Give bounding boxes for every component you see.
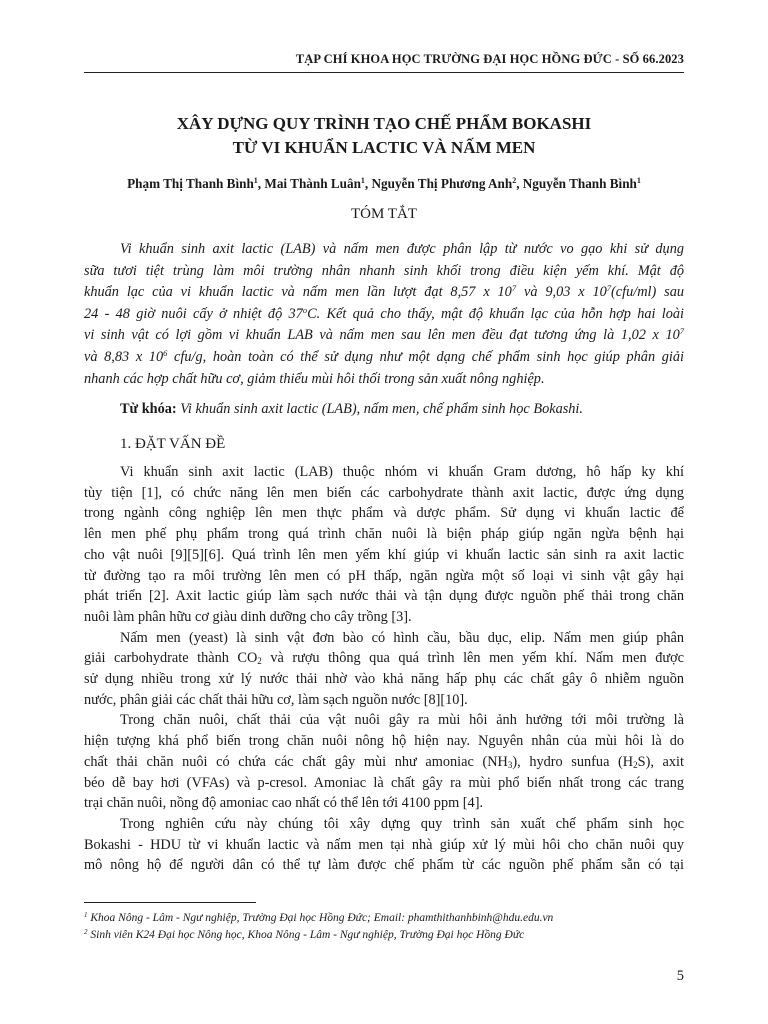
keywords	[84, 401, 684, 418]
keywords-label: Từ khóa:	[120, 401, 177, 417]
abstract-heading: TÓM TẮT	[351, 206, 417, 222]
footnote-text: Khoa Nông - Lâm - Ngư nghiệp, Trường Đại học Hồng Đức; Email: phamthithanhbinh@hdu.edu.vn	[87, 912, 554, 924]
author-name: Mai Thành Luân	[264, 176, 361, 191]
affiliation-mark: 1	[636, 176, 641, 185]
body-line: Trong nghiên cứu này chúng tôi xây dựng quy trình sản xuất chế phẩm sinh học	[120, 815, 684, 832]
abstract-line	[84, 325, 684, 347]
author-list	[84, 176, 684, 192]
text-run: S), axit	[637, 753, 684, 770]
abstract-line	[84, 282, 684, 304]
body-line: Nấm men (yeast) là sinh vật đơn bào có hình cầu, bầu dục, elip. Nấm men giúp phân	[120, 629, 684, 646]
footnote-mark: 1	[84, 911, 88, 919]
author-separator: ,	[257, 176, 265, 191]
body-line: béo dễ bay hơi (VFAs) và p-cresol. Amoniac là chất gây ra mùi phổ biến nhất trong các trang	[84, 774, 684, 791]
text-run: và 8,83 x 10	[84, 348, 164, 365]
body-line: lên men phế phụ phẩm trong quá trình chăn nuôi là biện pháp giúp ngăn ngừa bệnh hại	[84, 526, 684, 543]
exponent: 6	[163, 347, 168, 358]
body-line: nước, phân giải các chất thải hữu cơ, làm sạch nguồn nước [8][10].	[84, 691, 468, 708]
abstract-line: sữa tươi tiệt trùng làm môi trường nhân nhanh sinh khối trong điều kiện yếm khí. Mật độ	[84, 262, 684, 279]
text-run: 24 - 48 giờ nuôi cấy ở nhiệt độ 37	[84, 305, 303, 322]
body-line	[84, 648, 684, 669]
body-line: sử dụng nhiều trong xử lý nước thải nhờ vào khả năng hấp phụ các chất gây ô nhiễm nguồn	[84, 671, 684, 688]
subscript: 2	[257, 656, 262, 667]
title-line-1: XÂY DỰNG QUY TRÌNH TẠO CHẾ PHẨM BOKASHI	[176, 114, 592, 133]
body-text	[84, 462, 684, 876]
author-name: Nguyễn Thị Phương Anh	[371, 176, 513, 191]
body-line: Bokashi - HDU từ vi khuẩn lactic và nấm men tại nhà giúp xử lý mùi hôi cho chăn nuôi quy	[84, 836, 684, 853]
body-line: trong ngành công nghiệp lên men thực phẩm và dược phẩm. Sử dụng vi khuẩn lactic để	[84, 505, 684, 522]
text-run: vi sinh vật có lợi gồm vi khuẩn LAB và nấm men sau lên men đều đạt tương ứng là 1,02 x 10	[84, 327, 680, 344]
affiliation-mark: 1	[360, 176, 365, 185]
text-run: và rượu thông qua quá trình lên men yếm khí. Nấm men được	[261, 650, 685, 667]
subscript: 2	[633, 759, 638, 770]
text-run: (cfu/ml) sau	[611, 284, 685, 301]
body-line: từ đường tạo ra môi trường lên men có pH thấp, ngăn ngừa một số loại vi sinh vật gây hại	[84, 567, 684, 584]
author-name: Phạm Thị Thanh Bình	[127, 176, 254, 191]
footnote-text: Sinh viên K24 Đại học Nông học, Khoa Nông - Lâm - Ngư nghiệp, Trường Đại học Hồng Đức	[87, 928, 525, 941]
footnote-mark: 2	[84, 927, 88, 936]
abstract-line	[84, 304, 684, 326]
abstract-line	[84, 347, 684, 369]
affiliation-mark: 1	[253, 176, 258, 185]
text-run: khuẩn lạc của vi khuẩn lactic và nấm men lần lượt đạt 8,57 x 10	[84, 284, 512, 301]
abstract-paragraph	[84, 239, 684, 390]
page-number: 5	[676, 968, 684, 984]
header-rule	[84, 72, 684, 73]
body-line: phát triển [2]. Axit lactic giúp làm sạch nước thải và tận dụng được nguồn phế thải trong chăn	[84, 588, 684, 605]
text-run: chất thải chăn nuôi có chứa các chất gây mùi như amoniac (NH	[84, 753, 508, 770]
title-line-2: TỪ VI KHUẨN LACTIC VÀ NẤM MEN	[232, 138, 536, 157]
author-name: Nguyễn Thanh Bình	[522, 176, 637, 191]
degree-mark: o	[302, 304, 308, 315]
body-line	[84, 752, 684, 773]
keywords-text: Vi khuẩn sinh axit lactic (LAB), nấm men, chế phẩm sinh học Bokashi.	[176, 401, 583, 417]
subscript: 3	[507, 759, 513, 770]
text-run: C. Kết quả cho thấy, mật độ khuẩn lạc của hỗn hợp hai loài	[307, 305, 684, 322]
running-head: TẠP CHÍ KHOA HỌC TRƯỜNG ĐẠI HỌC HỒNG ĐỨC - SỐ 66.2023	[295, 52, 684, 66]
body-line: Vi khuẩn sinh axit lactic (LAB) thuộc nhóm vi khuẩn Gram dương, hô hấp ky khí	[120, 464, 684, 480]
author-separator: ,	[516, 176, 523, 191]
text-run: giải carbohydrate thành CO	[84, 650, 258, 667]
text-run: cfu/g, hoàn toàn có thể sử dụng như một dạng chế phẩm sinh học giúp phân giải	[167, 348, 684, 365]
abstract-line: nhanh các hợp chất hữu cơ, giảm thiểu mùi hôi thối trong sản xuất nông nghiệp.	[84, 370, 545, 387]
author-separator: ,	[364, 176, 372, 191]
body-line: mô nông hộ để người dân có thể tự làm được chế phẩm từ các nguồn phế phẩm sẵn có tại	[84, 857, 684, 874]
body-line: cho vật nuôi [9][5][6]. Quá trình lên men yếm khí giúp vi khuẩn lactic sản sinh ra axit lactic	[84, 546, 684, 563]
affiliation-mark: 2	[512, 176, 517, 185]
body-line: nuôi làm phân hữu cơ giàu dinh dưỡng cho cây trồng [3].	[84, 608, 412, 625]
text-run: và 9,03 x 10	[516, 284, 607, 301]
abstract-line: Vi khuẩn sinh axit lactic (LAB) và nấm men được phân lập từ nước vo gạo khi sử dụng	[120, 241, 684, 257]
paper-title	[84, 112, 684, 160]
body-line: trại chăn nuôi, nồng độ amoniac cao nhất có thể lên tới 4100 ppm [4].	[84, 795, 484, 812]
body-line: hiện tượng khá phổ biến trong chăn nuôi nông hộ hiện nay. Nguyên nhân của mùi hôi là do	[84, 733, 684, 750]
body-line: Trong chăn nuôi, chất thải của vật nuôi gây ra mùi hôi ảnh hưởng tới môi trường là	[120, 712, 684, 729]
body-line: tùy tiện [1], có chức năng lên men biến các carbohydrate thành axit lactic, được ứng dụng	[84, 484, 684, 501]
exponent: 7	[511, 283, 517, 294]
footnotes	[84, 910, 684, 943]
exponent: 7	[679, 326, 684, 337]
text-run: ), hydro sunfua (H	[512, 753, 634, 770]
footnote-2	[84, 927, 684, 944]
footnote-1	[84, 910, 684, 927]
section-heading: 1. ĐẶT VẤN ĐỀ	[120, 436, 226, 452]
footnote-rule	[84, 902, 256, 903]
exponent: 7	[606, 283, 612, 294]
